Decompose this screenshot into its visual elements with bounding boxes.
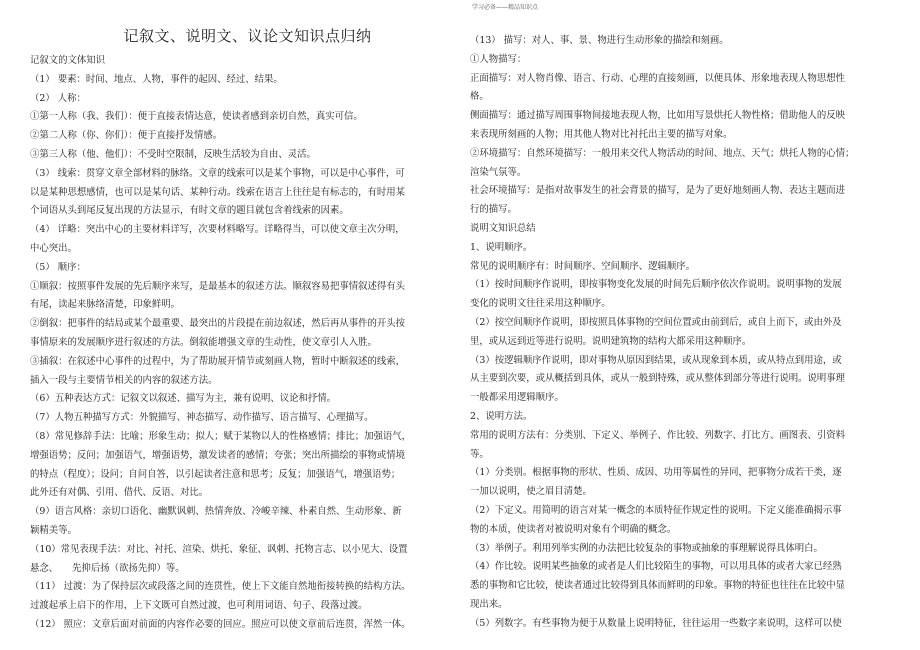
text-line: 行的描写。 <box>470 204 517 216</box>
text-line: ①人物描写： <box>470 53 527 65</box>
text-line: 侧面描写：通过描写周围事物间接地表现人物，比如用写景烘托人物性格；借助他人的反映 <box>470 110 846 122</box>
text-line: 增强语势；反问；加强语气，增强语势，激发读者的感情；夸张；突出所描绘的事物或情境 <box>30 449 406 461</box>
text-line: 里，或从远到近等进行说明。说明建筑物的结构大都采用这种顺序。 <box>470 335 752 347</box>
text-line: （4） 详略：突出中心的主要材料详写，次要材料略写。详略得当，可以使文章主次分明， <box>30 224 405 236</box>
text-line: （5）列数字。有些事物为便于从数量上说明特征，往往运用一些数字来说明，这样可以使 <box>470 617 842 629</box>
text-line: 中心突出。 <box>30 242 77 254</box>
text-line: （12） 照应：文章后面对前面的内容作必要的回应。照应可以使文章前后连贯，浑然一体。 <box>30 618 411 630</box>
text-line: 来表现所刻画的人物；用其他人物对比衬托出主要的描写对象。 <box>470 128 733 140</box>
text-line: 插入一段与主要情节相关的内容的叙述方法。 <box>30 374 218 386</box>
text-line: （8）常见修辞手法：比喻；形象生动；拟人；赋于某物以人的性格感情；排比；加强语气， <box>30 430 411 442</box>
text-line: ③第三人称（他、他们）：不受时空限制，反映生活较为自由、灵活。 <box>30 148 316 160</box>
text-line: （4）作比较。说明某些抽象的或者是人们比较陌生的事物，可以用具体的或者大家已经熟 <box>470 561 842 573</box>
text-line: （7）人物五种描写方式：外貌描写、神态描写、动作描写、语言描写、心理描写。 <box>30 412 374 424</box>
text-line: （3）举例子。利用列举实例的办法把比较复杂的事物或抽象的事理解说得具体明白。 <box>470 542 823 554</box>
right-text-block <box>470 32 895 634</box>
text-line: 悬念、 先抑后扬（欲扬先抑）等。 <box>30 562 185 574</box>
text-line: （3）按逻辑顺序作说明，即对事物从原因到结果，或从现象到本质，或从特点到用途，或 <box>470 354 842 366</box>
text-line: 过渡起承上启下的作用，上下文既可自然过渡，也可利用词语、句子、段落过渡。 <box>30 600 368 612</box>
text-line: 社会环境描写：是指对故事发生的社会背景的描写，是为了更好地刻画人物、表达主题而进 <box>470 185 846 197</box>
text-line: 的特点（程度）；设问；自问自答，以引起读者注意和思考；反复；加强语气，增强语势； <box>30 468 401 480</box>
text-line: 记叙文的文体知识 <box>30 55 106 66</box>
text-line: 1、说明顺序。 <box>470 241 533 253</box>
text-line: ①第一人称（我、我们）：便于直接表情达意，使读者感到亲切自然，真实可信。 <box>30 111 363 123</box>
text-line: （9）语言风格：亲切口语化、幽默讽刺、热情奔放、冷峻辛辣、朴素自然、生动形象、新 <box>30 506 402 518</box>
text-line: 常用的说明方法有：分类别、下定义、举例子、作比较、列数字、打比方、画图表、引资料 <box>470 429 846 441</box>
text-line: 个词语从头到尾反复出现的方法显示，有时文章的题目就包含着线索的因素。 <box>30 205 349 217</box>
text-line: 以是某种思想感情，也可以是某句话、某种行动。线索在语言上往往是有标志的，有时用某 <box>30 186 406 198</box>
document-title: 记叙文、说明文、议论文知识点归纳 <box>123 27 372 45</box>
left-text-block <box>30 52 455 635</box>
text-line: ②第二人称（你、你们）：便于直接抒发情感。 <box>30 130 223 142</box>
text-line: （5） 顺序： <box>30 261 86 273</box>
text-line: 有尾，读起来脉络清楚，印象鲜明。 <box>30 299 181 311</box>
text-line: （10）常见表现手法：对比、衬托、渲染、烘托、象征、讽刺、托物言志、以小见大、设置 <box>30 543 408 555</box>
text-line: ①顺叙：按照事件发展的先后顺序来写，是最基本的叙述方法。顺叙容易把事情叙述得有头 <box>30 280 406 292</box>
text-line: （1）分类别。根据事物的形状、性质、成因、功用等属性的异同，把事物分成若干类，逐 <box>470 467 842 479</box>
text-line: （1）按时间顺序作说明，即按事物变化发展的时间先后顺序依次作说明。说明事物的发展 <box>470 279 842 291</box>
header-watermark: 学习必备——精品知识点 <box>472 4 539 11</box>
text-line: （3） 线索：贯穿文章全部材料的脉络。文章的线索可以是某个事物，可以是中心事件，可 <box>30 167 405 179</box>
text-line: （13） 描写：对人、事、景、物进行生动形象的描绘和刻画。 <box>470 35 729 46</box>
text-line: 现出来。 <box>470 598 508 610</box>
text-line: 此外还有对偶、引用、借代、反语、对比。 <box>30 487 209 499</box>
left-column <box>30 26 455 635</box>
right-column <box>470 32 895 634</box>
text-line: 格。 <box>470 91 489 103</box>
text-line: 2、说明方法。 <box>470 410 533 422</box>
text-line: 颖精美等。 <box>30 524 77 536</box>
text-line: ③插叙：在叙述中心事件的过程中，为了帮助展开情节或刻画人物，暂时中断叙述的线索， <box>30 355 406 367</box>
text-line: 常见的说明顺序有：时间顺序、空间顺序、逻辑顺序。 <box>470 260 696 272</box>
text-line: 说明文知识总结 <box>470 222 536 234</box>
text-line: （2） 人称： <box>30 92 86 104</box>
text-line: ②环境描写：自然环境描写：一般用来交代人物活动的时间、地点、天气；烘托人物的心情； <box>470 147 855 159</box>
text-line: （2）按空间顺序作说明，即按照具体事物的空间位置或由前到后，或自上而下，或由外及 <box>470 316 842 328</box>
text-line: （1） 要素：时间、地点、人物，事件的起因、经过、结果。 <box>30 73 283 85</box>
text-line: 一加以说明，使之眉目清楚。 <box>470 486 592 498</box>
text-line: 等。 <box>470 448 489 460</box>
text-line: 物的本质，使读者对被说明对象有个明确的概念。 <box>470 523 677 535</box>
text-line: 变化的说明文往往采用这种顺序。 <box>470 298 611 310</box>
text-line: 事情原来的发展顺序进行叙述的方法。倒叙能增强文章的生动性，使文章引人入胜。 <box>30 336 377 348</box>
text-line: ②倒叙：把事件的结局或某个最重要、最突出的片段提在前边叙述，然后再从事件的开头按 <box>30 318 406 330</box>
text-line: 从主要到次要，或从概括到具体，或从一般到特殊，或从整体到部分等进行说明。说明事理 <box>470 373 846 385</box>
text-line: （6）五种表达方式：记叙文以叙述、描写为主，兼有说明、议论和抒情。 <box>30 393 336 405</box>
text-line: （2）下定义。用简明的语言对某一概念的本质特征作规定性的说明。下定义能准确揭示事 <box>470 504 842 516</box>
text-line: 正面描写：对人物肖像、语言、行动、心理的直接刻画，以便具体、形象地表现人物思想性 <box>470 72 846 84</box>
text-line: 一般都采用逻辑顺序。 <box>470 392 564 404</box>
text-line: 悉的事物和它比较，使读者通过比较得到具体而鲜明的印象。事物的特征也往往在比较中显 <box>470 580 846 592</box>
text-line: 渲染气氛等。 <box>470 166 527 178</box>
text-line: （11） 过渡：为了保持层次或段落之间的连贯性，使上下文能自然地衔接转换的结构方法。 <box>30 581 411 593</box>
